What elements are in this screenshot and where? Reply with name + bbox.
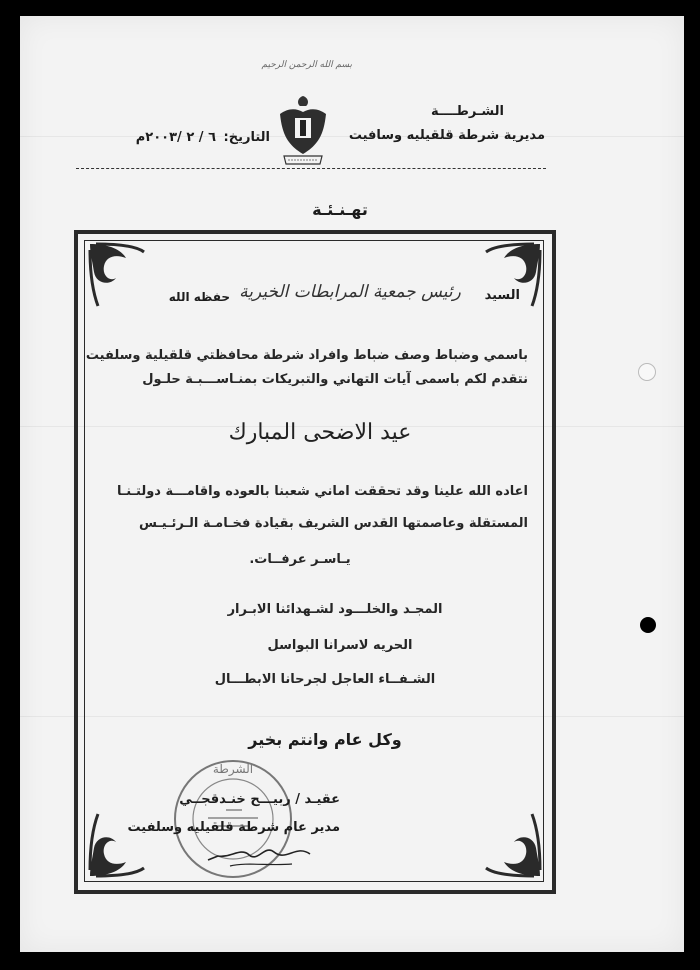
stamp-text: الشرطة (212, 762, 254, 776)
paragraph2-line: يـاسـر عرفــات. (249, 552, 351, 567)
punch-hole (640, 617, 656, 633)
date-value: ٦ / ٢ /٢٠٠٣م (135, 130, 216, 145)
org-line-1: الشـرطــــة (431, 104, 504, 119)
date-label: التاريخ: (223, 130, 270, 145)
slogan-line: الحريه لاسرانا البواسل (267, 638, 413, 653)
paragraph1-line: نتقدم لكم باسمى آيات التهاني والتبريكات بمنـاســـبـة حلـول (142, 372, 528, 387)
paragraph2-line: المستقلة وعاصمتها القدس الشريف بقيادة فخـامـة الـرئـيـس (138, 516, 528, 531)
closing-line: وكل عام وانتم بخير (248, 730, 402, 749)
recipient-salutation: السيد (484, 288, 520, 303)
slogan-line: المجـد والخلـــود لشـهدائنا الابـرار (227, 602, 443, 617)
punch-hole-mark (638, 363, 656, 381)
recipient-honorific: حفظه الله (168, 290, 230, 304)
corner-ornament-top-left-icon (86, 240, 146, 310)
occasion-heading: عيد الاضحى المبارك (228, 420, 412, 445)
org-line-2: مديرية شرطة قلقيليه وسافيت (348, 128, 545, 143)
signatory-position: مدير عام شرطة قلقيليه وسلفيت (127, 820, 340, 835)
slogan-line: الشـفــاء العاجل لجرحانا الابطـــال (214, 672, 436, 687)
signatory-name: عقيـد / ربيـــح خنـدقجــي (179, 792, 340, 807)
paragraph1-line: باسمي وضباط وصف ضباط وافراد شرطة محافظتي قلقيلية وسلفيت (85, 348, 528, 363)
document-title: تهـنـئـة (312, 200, 368, 219)
handwritten-signature-icon (200, 836, 320, 876)
eagle-emblem-icon (276, 92, 330, 168)
paragraph2-line: اعاده الله علينا وقد تحققت اماني شعبنا بالعوده واقامـــة دولتـنـا (116, 484, 528, 499)
header-divider (76, 168, 546, 169)
basmala-calligraphy: بسم الله الرحمن الرحيم (261, 60, 352, 70)
corner-ornament-bottom-right-icon (484, 810, 544, 880)
recipient-name-handwritten: رئيس جمعية المرابطات الخيرية (239, 282, 461, 302)
